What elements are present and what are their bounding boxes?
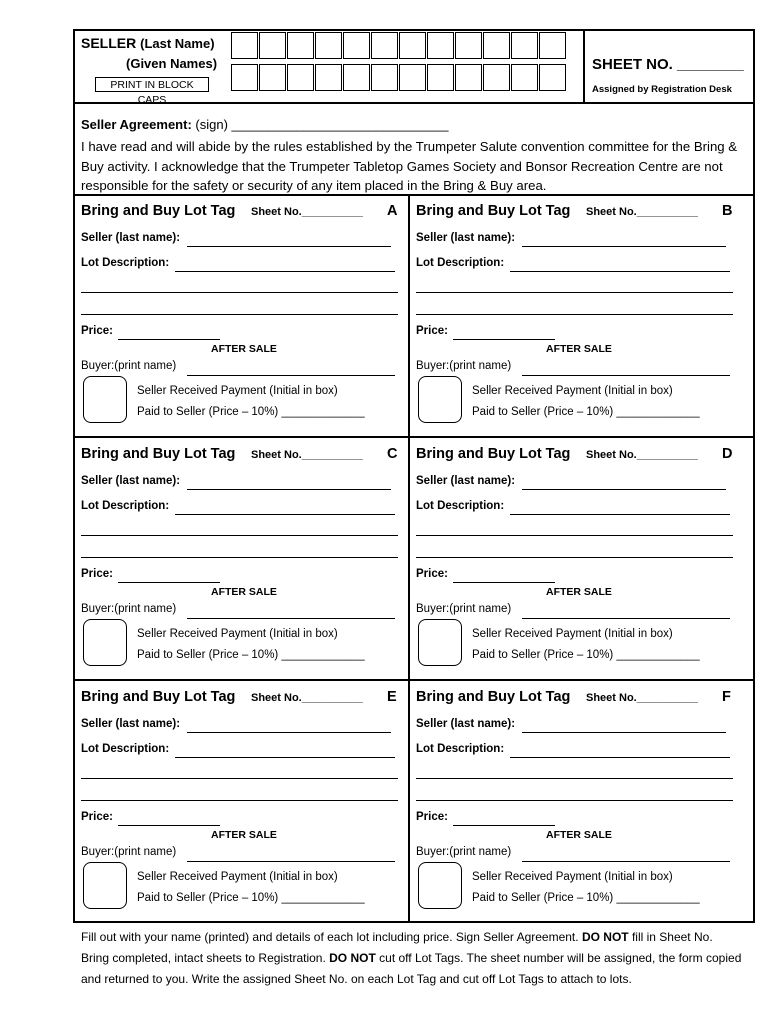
lot-tag-initial-box[interactable] <box>83 376 127 423</box>
print-block-caps-note: PRINT IN BLOCK CAPS <box>95 77 209 92</box>
seller-label: SELLER <box>81 35 137 51</box>
last-name-letter-boxes[interactable] <box>231 32 567 59</box>
lot-tag-after-sale: AFTER SALE <box>211 829 277 841</box>
lot-tag-seller-field[interactable] <box>522 489 726 490</box>
assigned-by-note: Assigned by Registration Desk <box>592 84 732 95</box>
lot-tag-paid-to-seller[interactable]: Paid to Seller (Price – 10%) _____________ <box>137 649 365 661</box>
lot-tag-price-field[interactable] <box>453 339 555 340</box>
lot-tag-description-line-3[interactable] <box>81 557 398 558</box>
lot-tag-description-field[interactable] <box>175 271 395 272</box>
lot-tag-after-sale: AFTER SALE <box>211 343 277 355</box>
lot-tag-description-field[interactable] <box>510 271 730 272</box>
lot-tag-price-label: Price: <box>416 568 448 580</box>
header-divider <box>73 102 755 104</box>
lot-tag-description-label: Lot Description: <box>81 257 170 269</box>
lot-tag-title: Bring and Buy Lot Tag <box>416 446 571 462</box>
lot-tag-description-field[interactable] <box>510 757 730 758</box>
lot-tag-buyer-label: Buyer:(print name) <box>416 603 512 615</box>
lot-tag-buyer-field[interactable] <box>522 861 730 862</box>
lot-tag-seller-label: Seller (last name): <box>81 232 181 244</box>
lot-tag-seller-label: Seller (last name): <box>81 718 181 730</box>
lot-tag-description-line-3[interactable] <box>416 800 733 801</box>
lot-tag-price-field[interactable] <box>118 582 220 583</box>
lot-tag-initial-box[interactable] <box>418 619 462 666</box>
seller-signature-field[interactable]: (sign) ______________________________ <box>195 117 449 132</box>
lot-tag-price-label: Price: <box>81 325 113 337</box>
lot-tag-title: Bring and Buy Lot Tag <box>416 203 571 219</box>
sheet-no-field[interactable]: SHEET NO. ________ <box>592 56 744 73</box>
lot-tag-price-label: Price: <box>81 568 113 580</box>
lot-tag-b <box>416 203 746 443</box>
lot-tag-price-field[interactable] <box>453 582 555 583</box>
lot-tag-title: Bring and Buy Lot Tag <box>81 203 236 219</box>
seller-last-name-label <box>81 35 215 51</box>
lot-tag-e <box>81 689 411 929</box>
agreement-text: I have read and will abide by the rules established by the Trumpeter Salute convention committee for the Bring & Buy activity. I acknowledge that the Trumpeter Tabletop Games Society and Bonsor Recreation Centre are not responsible for the safety or security of any item placed in the Bring & Buy area. <box>81 139 738 193</box>
lot-tag-seller-received: Seller Received Payment (Initial in box) <box>472 385 673 397</box>
lot-tag-seller-received: Seller Received Payment (Initial in box) <box>137 628 338 640</box>
lot-tag-price-field[interactable] <box>118 339 220 340</box>
lot-tag-seller-label: Seller (last name): <box>81 475 181 487</box>
lot-tag-buyer-label: Buyer:(print name) <box>81 846 177 858</box>
lot-tag-description-label: Lot Description: <box>416 500 505 512</box>
lot-tag-description-line-3[interactable] <box>81 800 398 801</box>
lot-tag-letter: A <box>387 203 398 219</box>
lot-tag-paid-to-seller[interactable]: Paid to Seller (Price – 10%) _____________ <box>137 892 365 904</box>
seller-agreement-line <box>81 117 448 132</box>
lot-tag-title: Bring and Buy Lot Tag <box>81 446 236 462</box>
given-names-label: (Given Names) <box>126 56 218 71</box>
lot-tag-sheet-no-field[interactable]: Sheet No.__________ <box>251 449 363 461</box>
lot-tag-seller-field[interactable] <box>187 732 391 733</box>
lot-tag-sheet-no-field[interactable]: Sheet No.__________ <box>586 206 698 218</box>
lot-tag-description-label: Lot Description: <box>416 743 505 755</box>
lot-tag-buyer-field[interactable] <box>522 618 730 619</box>
lot-tag-price-label: Price: <box>416 811 448 823</box>
lot-tag-letter: B <box>722 203 733 219</box>
lot-tag-title: Bring and Buy Lot Tag <box>416 689 571 705</box>
lot-tag-c <box>81 446 411 686</box>
lot-tag-seller-field[interactable] <box>522 246 726 247</box>
lot-tag-seller-label: Seller (last name): <box>416 475 516 487</box>
lot-tag-description-field[interactable] <box>175 514 395 515</box>
lot-tag-seller-field[interactable] <box>522 732 726 733</box>
lot-tag-seller-received: Seller Received Payment (Initial in box) <box>472 628 673 640</box>
lot-tag-paid-to-seller[interactable]: Paid to Seller (Price – 10%) _____________ <box>472 649 700 661</box>
lot-tag-paid-to-seller[interactable]: Paid to Seller (Price – 10%) _____________ <box>137 406 365 418</box>
lot-tag-buyer-label: Buyer:(print name) <box>416 360 512 372</box>
lot-tag-buyer-label: Buyer:(print name) <box>81 360 177 372</box>
lot-tag-sheet-no-field[interactable]: Sheet No.__________ <box>586 449 698 461</box>
lot-tag-description-line-2[interactable] <box>416 778 733 779</box>
lot-tag-seller-received: Seller Received Payment (Initial in box) <box>472 871 673 883</box>
lot-tag-seller-label: Seller (last name): <box>416 232 516 244</box>
lot-tag-price-label: Price: <box>81 811 113 823</box>
lot-tag-description-label: Lot Description: <box>81 743 170 755</box>
lot-tag-title: Bring and Buy Lot Tag <box>81 689 236 705</box>
lot-tag-seller-received: Seller Received Payment (Initial in box) <box>137 871 338 883</box>
lot-tag-f <box>416 689 746 929</box>
lot-tag-description-label: Lot Description: <box>416 257 505 269</box>
lot-tag-seller-received: Seller Received Payment (Initial in box) <box>137 385 338 397</box>
lot-tag-buyer-label: Buyer:(print name) <box>416 846 512 858</box>
lot-tag-sheet-no-field[interactable]: Sheet No.__________ <box>586 692 698 704</box>
lot-tag-paid-to-seller[interactable]: Paid to Seller (Price – 10%) _____________ <box>472 892 700 904</box>
lot-tag-description-line-3[interactable] <box>416 314 733 315</box>
lot-tag-sheet-no-field[interactable]: Sheet No.__________ <box>251 692 363 704</box>
lot-tag-a <box>81 203 411 443</box>
last-name-label: (Last Name) <box>140 36 215 51</box>
lot-tag-buyer-field[interactable] <box>187 861 395 862</box>
lot-tag-letter: C <box>387 446 398 462</box>
lot-tag-paid-to-seller[interactable]: Paid to Seller (Price – 10%) _____________ <box>472 406 700 418</box>
lot-tag-initial-box[interactable] <box>83 862 127 909</box>
lot-tag-buyer-label: Buyer:(print name) <box>81 603 177 615</box>
lot-tag-description-line-2[interactable] <box>81 292 398 293</box>
lot-tag-after-sale: AFTER SALE <box>546 829 612 841</box>
instructions-footer: Fill out with your name (printed) and details of each lot including price. Sign Seller Agreement. DO NOT fill in Sheet No. Bring completed, intact sheets to Registration. DO NOT cut off Lot Tags. The sheet number will be assigned, the form copied and returned to you. Write the assigned Sheet No. on each Lot Tag and cut off Lot Tags to attach to lots. <box>81 930 742 986</box>
lot-tag-letter: E <box>387 689 397 705</box>
lot-tag-buyer-field[interactable] <box>187 618 395 619</box>
lot-tag-initial-box[interactable] <box>418 862 462 909</box>
lot-tag-description-line-2[interactable] <box>81 535 398 536</box>
lot-tag-seller-field[interactable] <box>187 246 391 247</box>
lot-tag-description-field[interactable] <box>510 514 730 515</box>
lot-tag-buyer-field[interactable] <box>522 375 730 376</box>
lot-tag-sheet-no-field[interactable]: Sheet No.__________ <box>251 206 363 218</box>
lot-tag-description-line-2[interactable] <box>416 535 733 536</box>
lot-tag-initial-box[interactable] <box>83 619 127 666</box>
lot-tag-price-label: Price: <box>416 325 448 337</box>
lot-tag-description-field[interactable] <box>175 757 395 758</box>
lot-tag-price-field[interactable] <box>453 825 555 826</box>
lot-tag-description-label: Lot Description: <box>81 500 170 512</box>
lot-tag-description-line-2[interactable] <box>81 778 398 779</box>
lot-tag-description-line-2[interactable] <box>416 292 733 293</box>
lot-tag-seller-field[interactable] <box>187 489 391 490</box>
lot-tag-after-sale: AFTER SALE <box>211 586 277 598</box>
lot-tag-after-sale: AFTER SALE <box>546 343 612 355</box>
seller-agreement-title: Seller Agreement: <box>81 117 192 132</box>
sheet-no-divider <box>583 29 585 103</box>
lot-tag-after-sale: AFTER SALE <box>546 586 612 598</box>
lot-tag-description-line-3[interactable] <box>416 557 733 558</box>
lot-tag-letter: F <box>722 689 731 705</box>
lot-tag-buyer-field[interactable] <box>187 375 395 376</box>
lot-tag-letter: D <box>722 446 733 462</box>
lot-tag-d <box>416 446 746 686</box>
lot-tag-seller-label: Seller (last name): <box>416 718 516 730</box>
lot-tag-price-field[interactable] <box>118 825 220 826</box>
lot-tag-description-line-3[interactable] <box>81 314 398 315</box>
lot-tag-initial-box[interactable] <box>418 376 462 423</box>
given-names-letter-boxes[interactable] <box>231 64 567 91</box>
